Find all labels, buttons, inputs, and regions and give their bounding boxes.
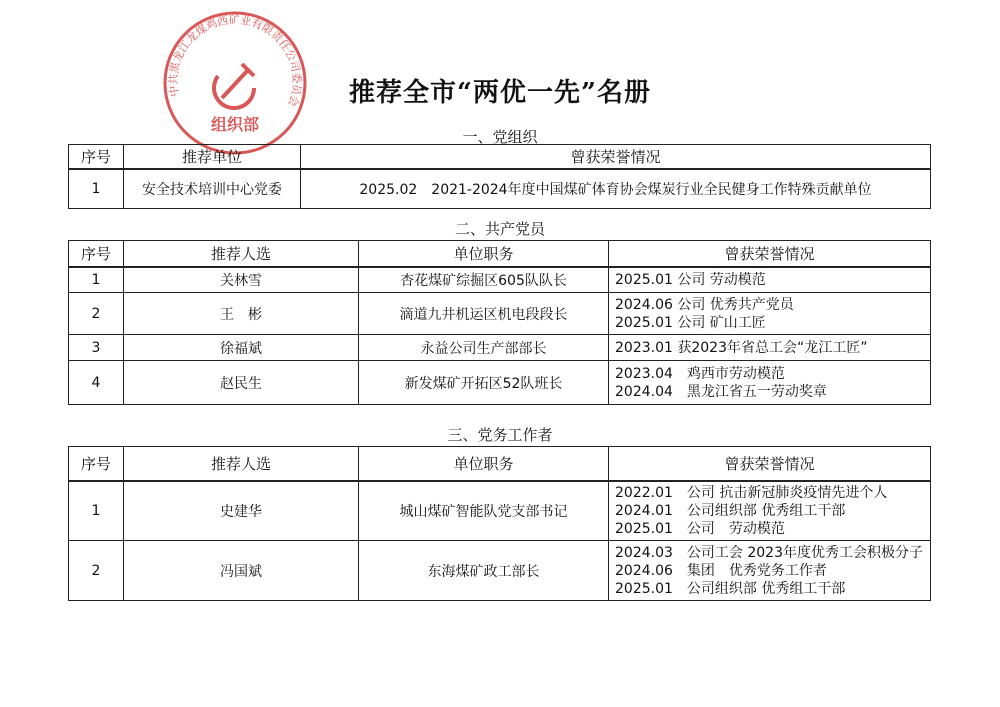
honor-item: 2025.01 公司 劳动模范 <box>615 520 785 537</box>
table-row <box>69 293 931 335</box>
honor-item: 2023.01 获2023年省总工会“龙江工匠” <box>615 339 868 356</box>
section3-title: 三、党务工作者 <box>447 426 553 444</box>
table-row <box>69 541 931 601</box>
stamp-ring-text: 中共黑龙江龙煤鸡西矿业有限责任公司委员会 <box>166 13 304 109</box>
row-honor: 2025.02 2021-2024年度中国煤矿体育协会煤炭行业全民健身工作特殊贡献单位 <box>301 169 931 209</box>
table-row <box>69 335 931 361</box>
header-no: 序号 <box>69 145 124 169</box>
section1-title: 一、党组织 <box>462 128 538 146</box>
header-no: 序号 <box>69 241 124 267</box>
row-honors <box>609 267 931 293</box>
row-post: 东海煤矿政工部长 <box>359 541 609 601</box>
section1-table <box>68 144 931 209</box>
honor-item: 2024.04 黑龙江省五一劳动奖章 <box>615 383 827 400</box>
row-name: 徐福斌 <box>124 335 359 361</box>
row-name: 关林雪 <box>124 267 359 293</box>
row-no: 1 <box>69 267 124 293</box>
row-name: 赵民生 <box>124 361 359 405</box>
table-row <box>69 267 931 293</box>
honor-item: 2023.04 鸡西市劳动模范 <box>615 365 785 382</box>
header-name: 推荐人选 <box>124 447 359 481</box>
honor-item: 2025.01 公司 劳动模范 <box>615 271 766 288</box>
row-no: 2 <box>69 293 124 335</box>
row-unit: 安全技术培训中心党委 <box>124 169 301 209</box>
header-post: 单位职务 <box>359 241 609 267</box>
honor-item: 2025.01 公司组织部 优秀组工干部 <box>615 580 846 597</box>
header-honor: 曾获荣誉情况 <box>301 145 931 169</box>
row-post: 滴道九井机运区机电段段长 <box>359 293 609 335</box>
row-post: 新发煤矿开拓区52队班长 <box>359 361 609 405</box>
header-unit: 推荐单位 <box>124 145 301 169</box>
row-name: 王 彬 <box>124 293 359 335</box>
row-post: 城山煤矿智能队党支部书记 <box>359 481 609 541</box>
section2-table <box>68 240 931 405</box>
header-honor: 曾获荣誉情况 <box>609 241 931 267</box>
row-honors <box>609 293 931 335</box>
section2-title: 二、共产党员 <box>454 220 545 238</box>
stamp-center-text: 组织部 <box>210 115 260 134</box>
row-no: 4 <box>69 361 124 405</box>
honor-item: 2024.06 公司 优秀共产党员 <box>615 296 794 313</box>
honor-item: 2022.01 公司 抗击新冠肺炎疫情先进个人 <box>615 484 888 501</box>
table-row <box>69 481 931 541</box>
honor-item: 2024.03 公司工会 2023年度优秀工会积极分子 <box>615 544 923 561</box>
row-honors <box>609 541 931 601</box>
row-post: 永益公司生产部部长 <box>359 335 609 361</box>
honor-item: 2025.01 公司 矿山工匠 <box>615 314 766 331</box>
row-name: 史建华 <box>124 481 359 541</box>
header-post: 单位职务 <box>359 447 609 481</box>
row-honors <box>609 335 931 361</box>
row-no: 2 <box>69 541 124 601</box>
row-post: 杏花煤矿综掘区605队队长 <box>359 267 609 293</box>
row-name: 冯国斌 <box>124 541 359 601</box>
honor-item: 2024.01 公司组织部 优秀组工干部 <box>615 502 846 519</box>
row-no: 1 <box>69 169 124 209</box>
honor-item: 2024.06 集团 优秀党务工作者 <box>615 562 827 579</box>
table-row <box>69 361 931 405</box>
header-honor: 曾获荣誉情况 <box>609 447 931 481</box>
section3-table <box>68 446 931 601</box>
header-no: 序号 <box>69 447 124 481</box>
row-no: 3 <box>69 335 124 361</box>
row-honors <box>609 481 931 541</box>
row-no: 1 <box>69 481 124 541</box>
table-row <box>69 169 931 209</box>
header-name: 推荐人选 <box>124 241 359 267</box>
page-title: 推荐全市“两优一先”名册 <box>349 78 651 108</box>
row-honors <box>609 361 931 405</box>
